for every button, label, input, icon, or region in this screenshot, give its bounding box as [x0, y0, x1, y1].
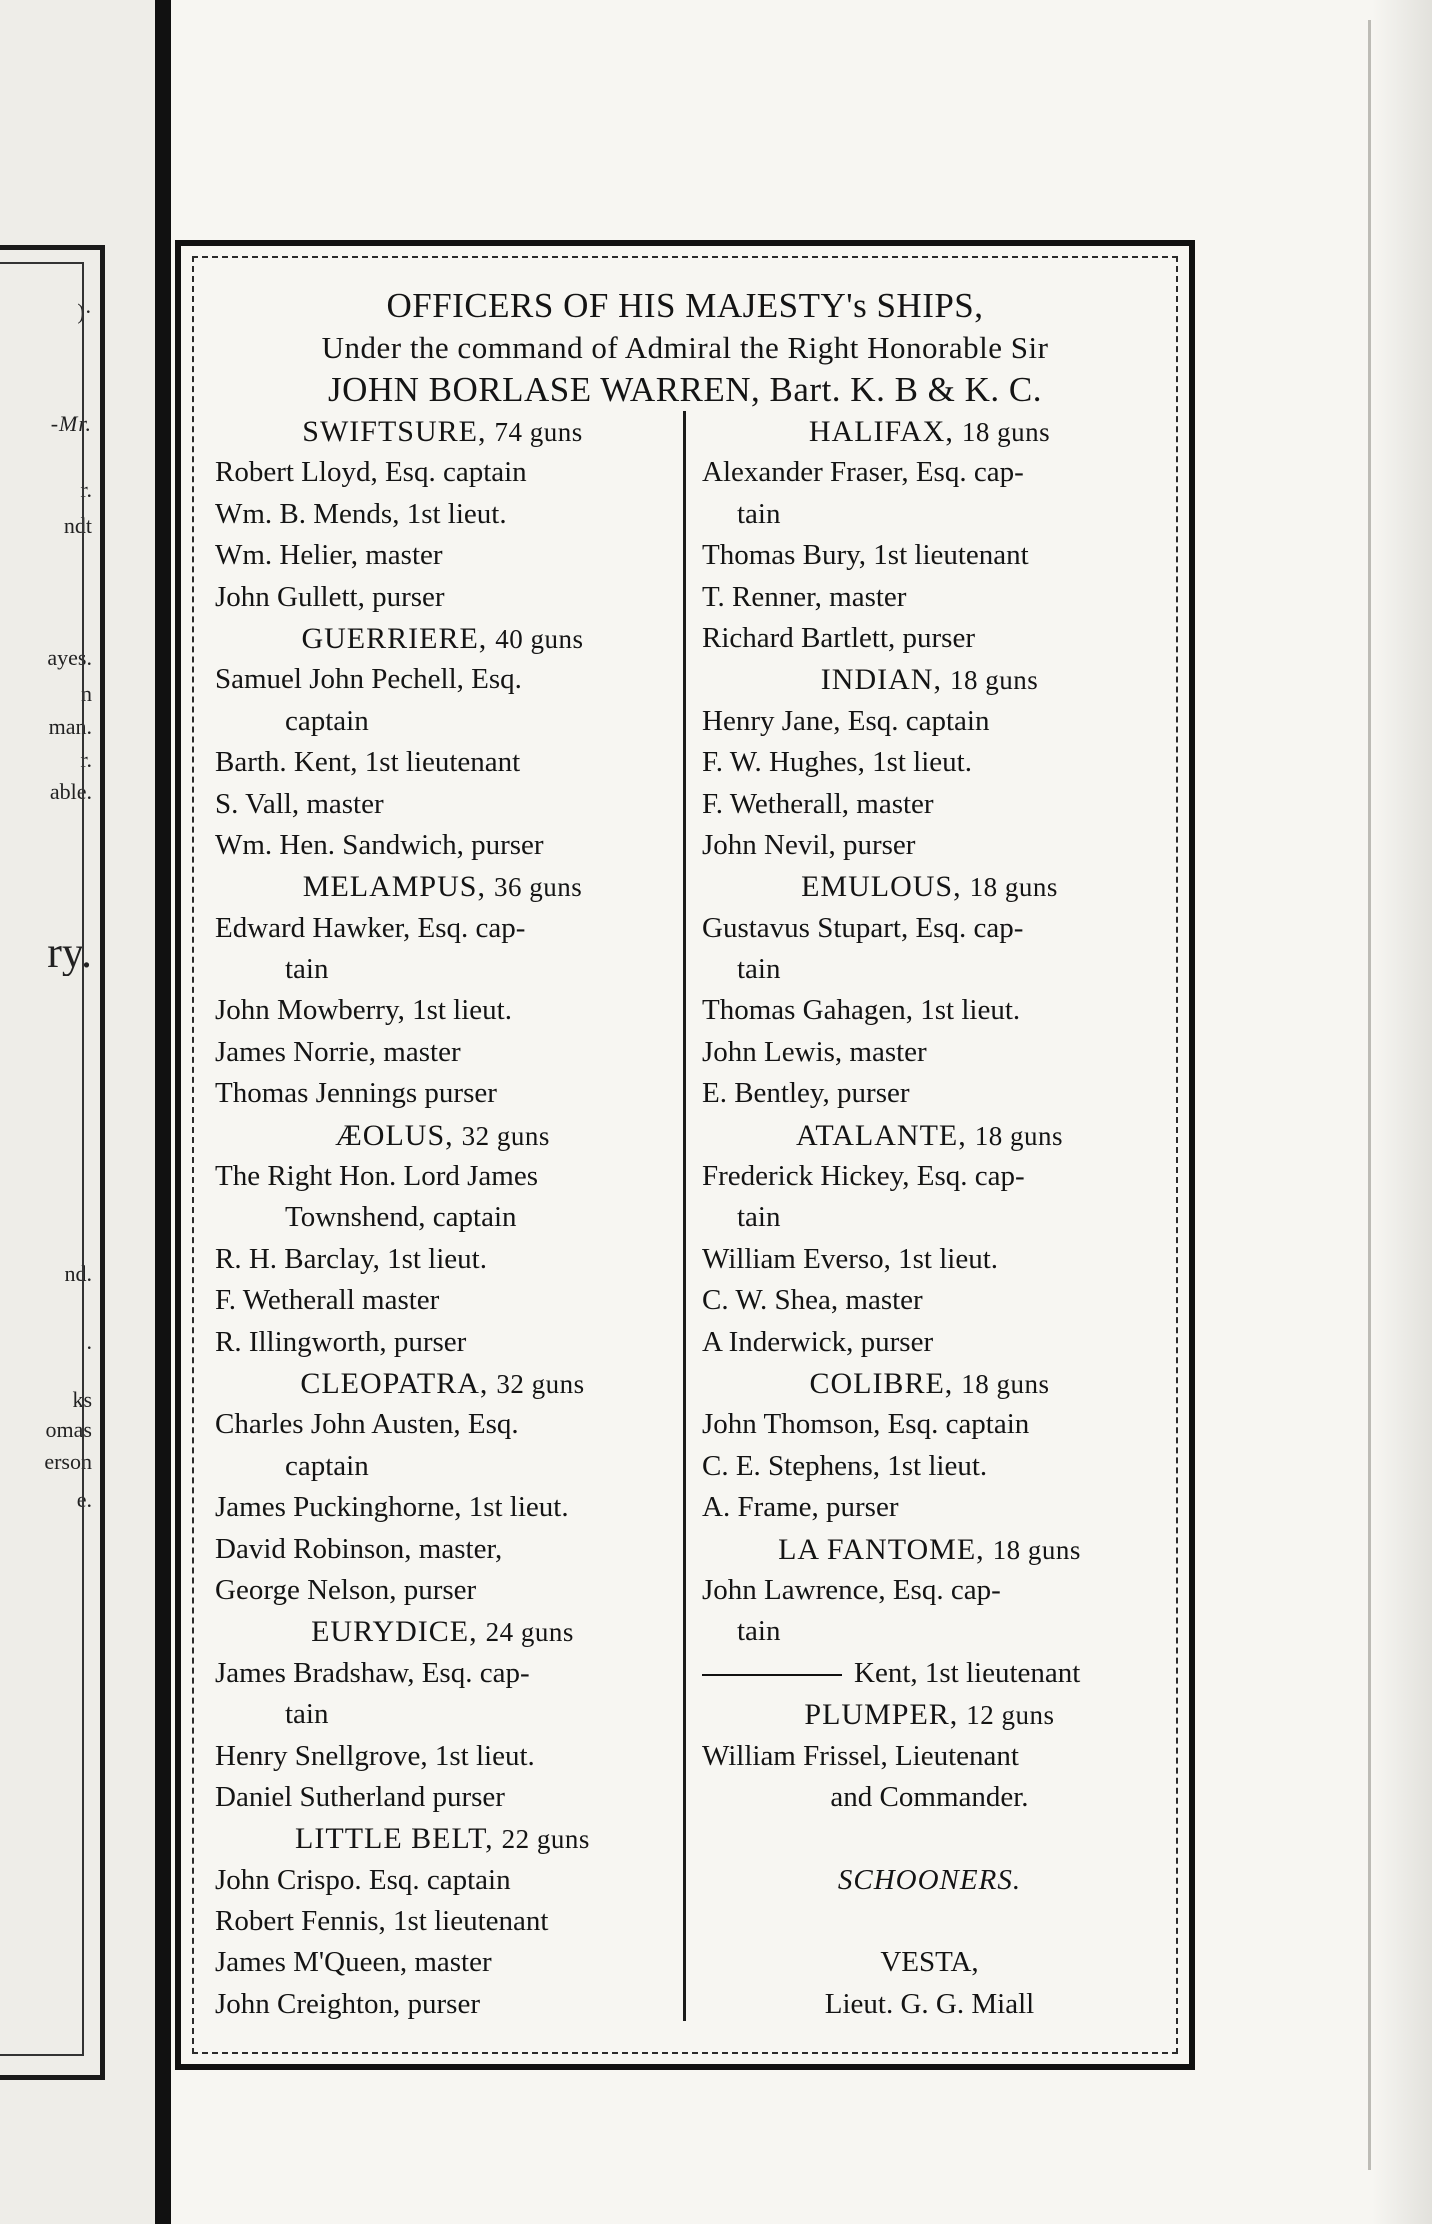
officer-entry: John Nevil, purser: [702, 828, 916, 861]
officer-entry: Wm. B. Mends, 1st lieut.: [215, 497, 507, 530]
ship-name: LITTLE BELT,: [295, 1822, 494, 1856]
ship-heading: [692, 1363, 1167, 1404]
officer-entry: George Nelson, purser: [215, 1573, 477, 1606]
officer-entry: C. W. Shea, master: [702, 1284, 923, 1317]
section-heading: SCHOONERS.: [837, 1863, 1022, 1896]
left-fragment-text: r.: [80, 478, 92, 502]
continuation-line: tain: [285, 1698, 329, 1731]
spacer: [692, 1818, 1167, 1859]
officer-text: Kent, 1st lieutenant: [854, 1656, 1081, 1689]
ship-heading: [205, 1611, 680, 1652]
officer-entry: Frederick Hickey, Esq. cap-: [702, 1160, 1025, 1193]
officer-entry: Charles John Austen, Esq.: [215, 1408, 519, 1441]
ship-name: ATALANTE,: [796, 1118, 967, 1152]
officer-entry: Robert Lloyd, Esq. captain: [215, 456, 527, 489]
continuation-line: tain: [737, 1201, 781, 1234]
ship-heading: [205, 411, 680, 452]
officer-entry: John Lewis, master: [702, 1035, 927, 1068]
officer-entry: A. Frame, purser: [702, 1491, 899, 1524]
left-fragment-text: ndt: [63, 514, 92, 538]
ship-name: COLIBRE,: [809, 1366, 954, 1400]
officer-entry: F. Wetherall, master: [702, 787, 934, 820]
officer-entry: Robert Fennis, 1st lieutenant: [215, 1905, 549, 1938]
ship-guns: 36 guns: [493, 872, 583, 903]
ship-name: MELAMPUS,: [302, 870, 486, 904]
spacer: [692, 1901, 1167, 1942]
officers-list: [200, 285, 1170, 2020]
officer-entry: The Right Hon. Lord James: [215, 1160, 538, 1193]
officer-entry: T. Renner, master: [702, 580, 907, 613]
continuation-line: captain: [285, 1449, 369, 1482]
officer-entry: R. Illingworth, purser: [215, 1325, 467, 1358]
officer-entry: Wm. Helier, master: [215, 539, 443, 572]
left-fragment-text: -Mr.: [50, 412, 92, 436]
officer-entry: James M'Queen, master: [215, 1946, 492, 1979]
officer-entry: Edward Hawker, Esq. cap-: [215, 911, 526, 944]
continuation-line: tain: [737, 953, 781, 986]
left-fragment-text: n: [81, 682, 92, 706]
continuation-line: captain: [285, 704, 369, 737]
ship-guns: 40 guns: [495, 623, 584, 654]
continuation-line: tain: [285, 953, 329, 986]
centered-line: and Commander.: [830, 1780, 1029, 1813]
officer-entry: S. Vall, master: [215, 787, 384, 820]
officer-entry: James Bradshaw, Esq. cap-: [215, 1656, 530, 1689]
ship-heading: [692, 659, 1167, 700]
officer-entry: James Norrie, master: [215, 1035, 461, 1068]
ship-heading: [692, 411, 1167, 452]
left-fragment-text: .: [86, 1330, 92, 1354]
left-fragment-text: )·: [77, 300, 92, 324]
ship-guns: 18 guns: [949, 665, 1039, 696]
continuation-line: tain: [737, 1615, 781, 1648]
ship-name: CLEOPATRA,: [300, 1366, 489, 1400]
officer-entry: David Robinson, master,: [215, 1532, 503, 1565]
left-fragment-text: ry.: [47, 930, 92, 976]
list-title: OFFICERS OF HIS MAJESTY's SHIPS,: [386, 286, 984, 325]
officer-entry: John Thomson, Esq. captain: [702, 1408, 1030, 1441]
officer-entry: John Crispo. Esq. captain: [215, 1863, 511, 1896]
ship-guns: 32 guns: [461, 1120, 550, 1151]
left-fragment-text: ks: [72, 1388, 92, 1412]
officer-entry: Henry Snellgrove, 1st lieut.: [215, 1739, 535, 1772]
ship-heading: [205, 866, 680, 907]
ship-heading: [692, 1694, 1167, 1735]
officer-entry: A Inderwick, purser: [702, 1325, 934, 1358]
ship-guns: 24 guns: [485, 1617, 574, 1648]
officer-entry: F. Wetherall master: [215, 1284, 440, 1317]
ship-heading: [205, 1115, 680, 1156]
left-fragment-text: omas: [45, 1418, 92, 1442]
officer-entry: Thomas Bury, 1st lieutenant: [702, 539, 1029, 572]
officer-entry: Samuel John Pechell, Esq.: [215, 663, 522, 696]
list-subtitle: Under the command of Admiral the Right Honorable Sir: [321, 330, 1049, 365]
ship-name: EURYDICE,: [311, 1615, 478, 1649]
admiral-name: JOHN BORLASE WARREN, Bart. K. B & K. C.: [327, 370, 1043, 409]
officer-entry: Richard Bartlett, purser: [702, 621, 975, 654]
officer-entry: E. Bentley, purser: [702, 1077, 910, 1110]
ship-heading: [205, 1363, 680, 1404]
ship-columns: [200, 411, 1170, 2031]
officer-entry: F. W. Hughes, 1st lieut.: [702, 746, 972, 779]
ship-guns: 74 guns: [494, 417, 583, 447]
ship-name: EMULOUS,: [801, 870, 962, 904]
ship-heading: [205, 1818, 680, 1859]
ship-guns: 12 guns: [966, 1700, 1055, 1731]
ship-name: PLUMPER,: [804, 1698, 959, 1732]
left-fragment-text: man.: [48, 715, 92, 739]
left-page-inner-border: [0, 262, 84, 2056]
ship-guns: 32 guns: [496, 1368, 585, 1399]
ship-guns: 18 guns: [969, 872, 1058, 903]
right-page-edge: [1372, 0, 1432, 2224]
officer-entry: Wm. Hen. Sandwich, purser: [215, 828, 544, 861]
ship-name: HALIFAX,: [808, 415, 954, 448]
left-fragment-text: e.: [76, 1488, 92, 1512]
officer-entry: John Lawrence, Esq. cap-: [702, 1573, 1001, 1606]
centered-line: VESTA,: [880, 1946, 979, 1979]
continuation-line: Townshend, captain: [285, 1201, 517, 1234]
right-column: [692, 411, 1167, 2025]
left-fragment-text: able.: [49, 780, 92, 804]
officer-entry: Thomas Gahagen, 1st lieut.: [702, 994, 1021, 1027]
ship-guns: 18 guns: [961, 1368, 1050, 1399]
left-fragment-text: erson: [44, 1450, 92, 1474]
ship-name: SWIFTSURE,: [302, 415, 487, 448]
ship-heading: [692, 866, 1167, 907]
ship-name: ÆOLUS,: [335, 1118, 454, 1152]
officer-entry: R. H. Barclay, 1st lieut.: [215, 1242, 487, 1275]
ship-heading: [205, 618, 680, 659]
blank-name-rule: [702, 1674, 842, 1676]
page-edge-line: [1368, 20, 1371, 2170]
officer-entry: C. E. Stephens, 1st lieut.: [702, 1449, 988, 1482]
officer-entry: Thomas Jennings purser: [215, 1077, 497, 1110]
officer-entry: Alexander Fraser, Esq. cap-: [702, 456, 1024, 489]
left-fragment-text: r.: [80, 748, 92, 772]
officer-entry: William Frissel, Lieutenant: [702, 1739, 1019, 1772]
officer-entry: Gustavus Stupart, Esq. cap-: [702, 911, 1024, 944]
left-fragment-text: ayes.: [47, 646, 92, 670]
ship-guns: 18 guns: [974, 1120, 1063, 1151]
officer-entry: Henry Jane, Esq. captain: [702, 704, 990, 737]
officer-entry: James Puckinghorne, 1st lieut.: [215, 1491, 569, 1524]
officer-entry: Barth. Kent, 1st lieutenant: [215, 746, 521, 779]
left-fragment-text: nd.: [64, 1262, 92, 1286]
officer-entry: [692, 1653, 1167, 1694]
ship-name: LA FANTOME,: [778, 1532, 985, 1566]
officer-entry: Daniel Sutherland purser: [215, 1780, 505, 1813]
ship-heading: [692, 1115, 1167, 1156]
continuation-line: tain: [737, 497, 781, 530]
officer-entry: John Creighton, purser: [215, 1987, 480, 2020]
ship-guns: 18 guns: [961, 417, 1051, 447]
ship-name: INDIAN,: [820, 663, 942, 697]
column-divider: [683, 411, 686, 2021]
book-gutter: [155, 0, 171, 2224]
ship-guns: 18 guns: [992, 1534, 1081, 1565]
ship-name: GUERRIERE,: [301, 621, 488, 655]
officer-entry: John Mowberry, 1st lieut.: [215, 994, 512, 1027]
officer-entry: John Gullett, purser: [215, 580, 445, 613]
centered-line: Lieut. G. G. Miall: [824, 1987, 1035, 2020]
ship-heading: [692, 1529, 1167, 1570]
officer-entry: William Everso, 1st lieut.: [702, 1242, 999, 1275]
left-column: [205, 411, 680, 2025]
ship-guns: 22 guns: [501, 1824, 590, 1855]
